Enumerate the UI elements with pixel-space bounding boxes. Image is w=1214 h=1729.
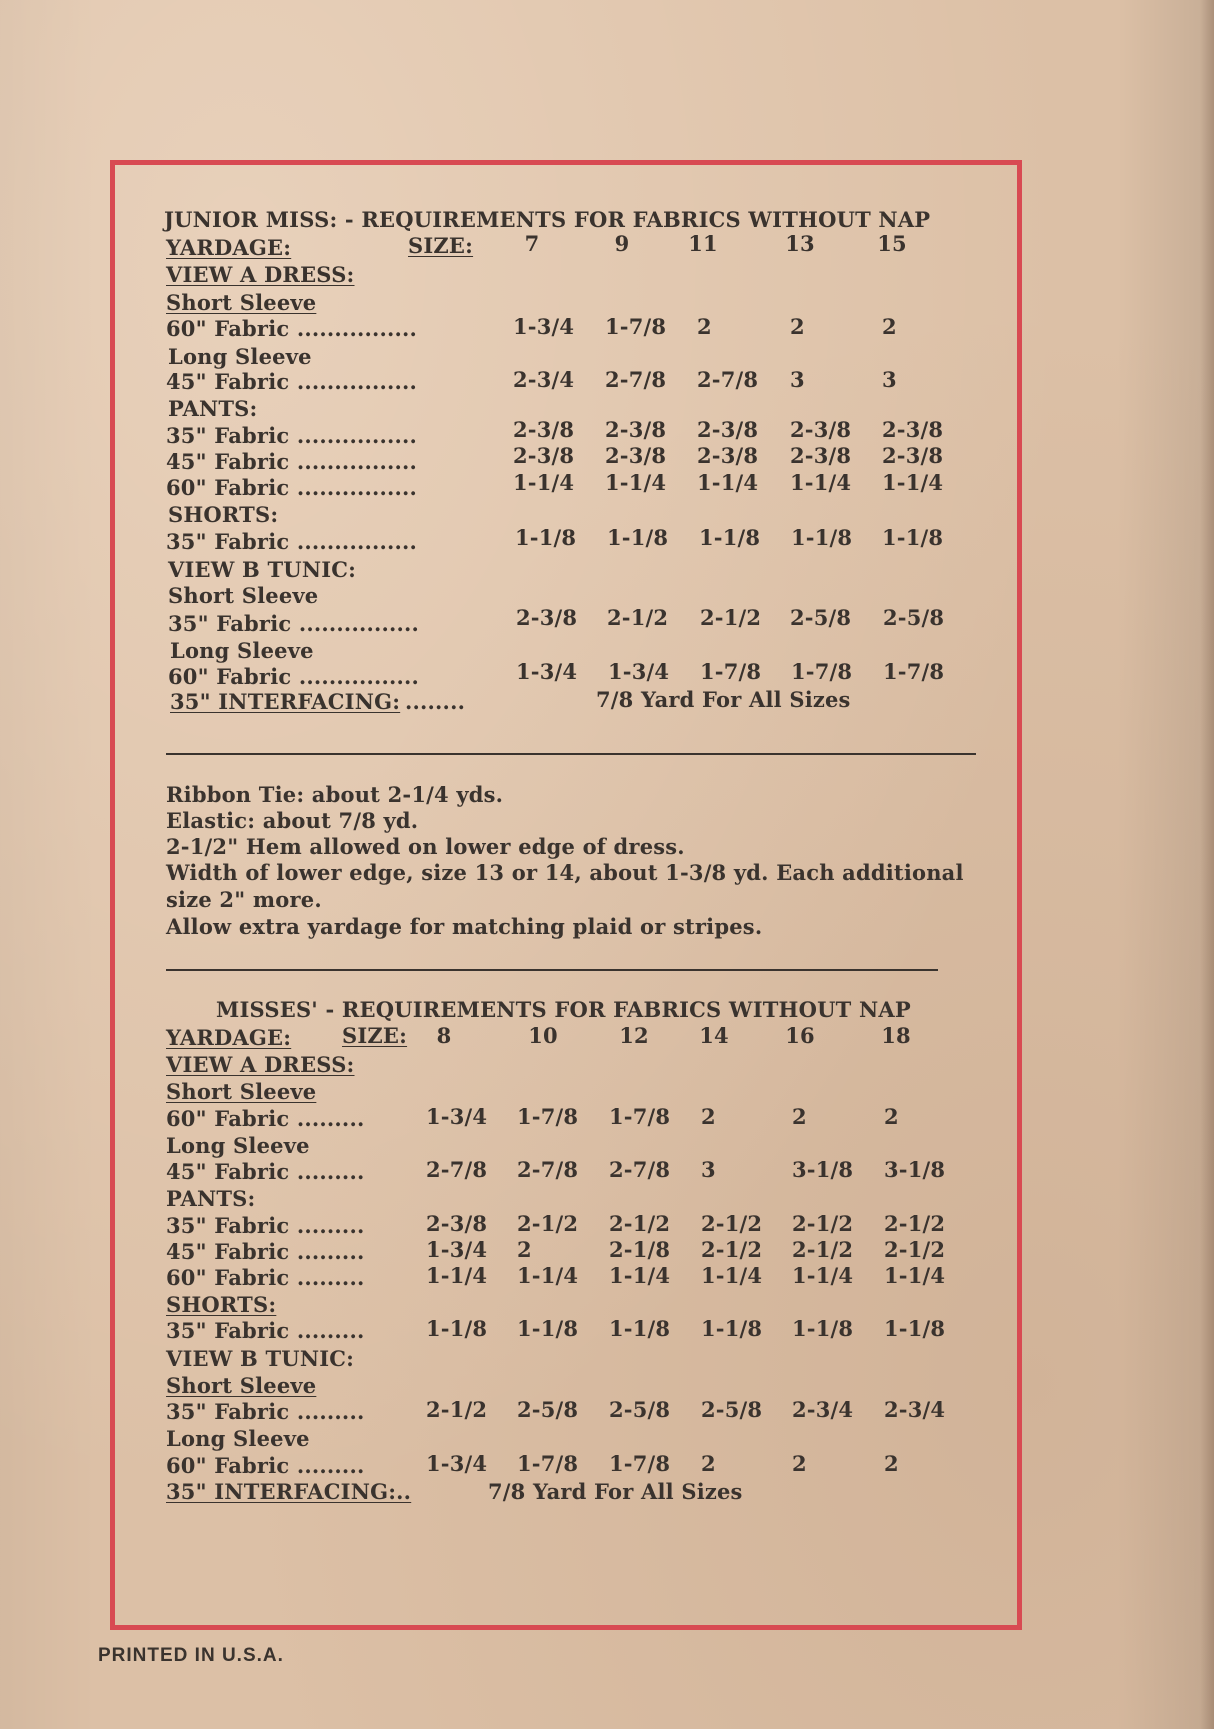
value-cell: 1-3/4 — [426, 1237, 488, 1262]
value-cell: 1-1/4 — [426, 1263, 488, 1288]
value-cell: 1-3/4 — [608, 659, 670, 684]
value-cell: 1-1/4 — [792, 1263, 854, 1288]
misses-short-sleeve-b: Short Sleeve — [166, 1373, 317, 1398]
value-cell: 2-1/8 — [609, 1237, 671, 1262]
row-label: 45" Fabric ................ — [166, 369, 418, 394]
value-cell: 2-1/2 — [884, 1237, 946, 1262]
value-cell: 1-1/8 — [609, 1316, 671, 1341]
value-cell: 2-3/8 — [790, 443, 852, 468]
value-cell: 2 — [697, 314, 712, 339]
junior-interfacing-label: 35" INTERFACING: — [170, 689, 401, 714]
value-cell: 2-1/2 — [792, 1237, 854, 1262]
value-cell: 2-3/8 — [697, 417, 759, 442]
junior-pants: PANTS: — [168, 396, 258, 421]
junior-view-b: VIEW B TUNIC: — [168, 557, 357, 582]
value-cell: 1-1/8 — [515, 525, 577, 550]
value-cell: 1-7/8 — [517, 1104, 579, 1129]
value-cell: 2 — [790, 314, 805, 339]
note-elastic: Elastic: about 7/8 yd. — [166, 808, 419, 833]
value-cell: 2-5/8 — [883, 605, 945, 630]
value-cell: 1-1/8 — [517, 1316, 579, 1341]
junior-yardage-label: YARDAGE: — [166, 235, 292, 260]
value-cell: 2-1/2 — [607, 605, 669, 630]
value-cell: 2-1/2 — [792, 1211, 854, 1236]
paper-edge — [1200, 0, 1214, 1729]
value-cell: 2-3/8 — [882, 443, 944, 468]
value-cell: 2-1/2 — [884, 1211, 946, 1236]
misses-size-14: 14 — [699, 1023, 729, 1048]
note-ribbon: Ribbon Tie: about 2-1/4 yds. — [166, 782, 504, 807]
row-label: 45" Fabric ......... — [166, 1159, 365, 1184]
junior-short-sleeve-b: Short Sleeve — [168, 583, 319, 608]
misses-size-8: 8 — [436, 1023, 452, 1048]
row-label: 35" Fabric ................ — [166, 423, 418, 448]
row-label: 35" Fabric ......... — [166, 1318, 365, 1343]
value-cell: 3 — [701, 1157, 716, 1182]
misses-shorts: SHORTS: — [166, 1292, 277, 1317]
junior-long-sleeve-b: Long Sleeve — [170, 638, 314, 663]
note-width-cont: size 2" more. — [166, 887, 322, 912]
value-cell: 1-7/8 — [517, 1451, 579, 1476]
misses-long-sleeve-b: Long Sleeve — [166, 1426, 310, 1451]
misses-pants: PANTS: — [166, 1186, 256, 1211]
value-cell: 3 — [790, 367, 805, 392]
value-cell: 2-5/8 — [609, 1397, 671, 1422]
junior-long-sleeve: Long Sleeve — [168, 344, 312, 369]
value-cell: 1-1/8 — [699, 525, 761, 550]
value-cell: 3 — [882, 367, 897, 392]
printed-in-usa: PRINTED IN U.S.A. — [98, 1645, 284, 1666]
value-cell: 2-7/8 — [517, 1157, 579, 1182]
value-cell: 1-1/4 — [701, 1263, 763, 1288]
value-cell: 1-7/8 — [883, 659, 945, 684]
value-cell: 2 — [882, 314, 897, 339]
value-cell: 1-7/8 — [605, 314, 667, 339]
junior-size-label: SIZE: — [408, 233, 474, 258]
value-cell: 3-1/8 — [792, 1157, 854, 1182]
value-cell: 2 — [701, 1451, 716, 1476]
misses-view-a: VIEW A DRESS: — [166, 1052, 355, 1077]
row-label: 35" Fabric ................ — [168, 611, 420, 636]
divider-rule — [166, 753, 976, 755]
misses-size-10: 10 — [528, 1023, 558, 1048]
row-label: 35" Fabric ......... — [166, 1213, 365, 1238]
value-cell: 2-5/8 — [790, 605, 852, 630]
value-cell: 3-1/8 — [884, 1157, 946, 1182]
value-cell: 2 — [792, 1104, 807, 1129]
value-cell: 2 — [701, 1104, 716, 1129]
row-label: 60" Fabric ......... — [166, 1265, 365, 1290]
misses-size-12: 12 — [619, 1023, 649, 1048]
junior-size-13: 13 — [785, 231, 815, 256]
junior-interfacing-value: 7/8 Yard For All Sizes — [596, 687, 851, 712]
junior-size-15: 15 — [877, 231, 907, 256]
value-cell: 2-7/8 — [605, 367, 667, 392]
value-cell: 1-1/4 — [605, 470, 667, 495]
value-cell: 2-1/2 — [701, 1211, 763, 1236]
note-hem: 2-1/2" Hem allowed on lower edge of dress. — [166, 834, 685, 859]
junior-title: JUNIOR MISS: - REQUIREMENTS FOR FABRICS WITHOUT NAP — [164, 207, 931, 232]
junior-view-a: VIEW A DRESS: — [166, 262, 355, 287]
value-cell: 1-3/4 — [426, 1451, 488, 1476]
value-cell: 2-3/4 — [513, 367, 575, 392]
value-cell: 1-1/8 — [426, 1316, 488, 1341]
value-cell: 1-7/8 — [609, 1104, 671, 1129]
row-label: 45" Fabric ................ — [166, 449, 418, 474]
misses-interfacing-label: 35" INTERFACING:.. — [166, 1479, 412, 1504]
row-label: 60" Fabric ................ — [168, 664, 420, 689]
value-cell: 2 — [517, 1237, 532, 1262]
value-cell: 1-1/4 — [517, 1263, 579, 1288]
value-cell: 2-7/8 — [697, 367, 759, 392]
misses-long-sleeve: Long Sleeve — [166, 1133, 310, 1158]
value-cell: 2-3/4 — [884, 1397, 946, 1422]
row-label: 60" Fabric ................ — [166, 316, 418, 341]
value-cell: 2-7/8 — [609, 1157, 671, 1182]
value-cell: 2-3/8 — [516, 605, 578, 630]
misses-size-18: 18 — [881, 1023, 911, 1048]
value-cell: 2-3/8 — [790, 417, 852, 442]
value-cell: 2-7/8 — [426, 1157, 488, 1182]
value-cell: 1-1/4 — [609, 1263, 671, 1288]
value-cell: 2-1/2 — [426, 1397, 488, 1422]
row-label: 35" Fabric ................ — [166, 529, 418, 554]
junior-interfacing-dots: ........ — [405, 689, 466, 714]
value-cell: 1-1/8 — [792, 1316, 854, 1341]
value-cell: 2-3/8 — [605, 417, 667, 442]
value-cell: 2-3/8 — [697, 443, 759, 468]
row-label: 45" Fabric ......... — [166, 1239, 365, 1264]
row-label: 60" Fabric ................ — [166, 475, 418, 500]
value-cell: 2 — [792, 1451, 807, 1476]
value-cell: 2 — [884, 1104, 899, 1129]
value-cell: 1-1/8 — [884, 1316, 946, 1341]
value-cell: 1-1/8 — [701, 1316, 763, 1341]
value-cell: 1-3/4 — [426, 1104, 488, 1129]
junior-shorts: SHORTS: — [168, 502, 279, 527]
value-cell: 1-7/8 — [700, 659, 762, 684]
misses-title: MISSES' - REQUIREMENTS FOR FABRICS WITHOUT NAP — [216, 997, 911, 1022]
value-cell: 1-7/8 — [609, 1451, 671, 1476]
value-cell: 1-3/4 — [513, 314, 575, 339]
value-cell: 2-3/8 — [513, 443, 575, 468]
misses-yardage-label: YARDAGE: — [166, 1025, 292, 1050]
junior-size-7: 7 — [524, 231, 540, 256]
value-cell: 1-1/8 — [882, 525, 944, 550]
row-label: 60" Fabric ......... — [166, 1106, 365, 1131]
divider-rule — [166, 969, 938, 971]
value-cell: 1-1/8 — [607, 525, 669, 550]
value-cell: 2-3/4 — [792, 1397, 854, 1422]
value-cell: 2 — [884, 1451, 899, 1476]
misses-view-b: VIEW B TUNIC: — [166, 1346, 355, 1371]
value-cell: 2-1/2 — [517, 1211, 579, 1236]
junior-size-9: 9 — [614, 231, 630, 256]
value-cell: 1-1/4 — [513, 470, 575, 495]
misses-size-label: SIZE: — [342, 1023, 408, 1048]
note-plaid: Allow extra yardage for matching plaid or stripes. — [166, 914, 763, 939]
value-cell: 1-3/4 — [516, 659, 578, 684]
junior-short-sleeve: Short Sleeve — [166, 290, 317, 315]
row-label: 60" Fabric ......... — [166, 1453, 365, 1478]
note-width: Width of lower edge, size 13 or 14, about 1-3/8 yd. Each additional — [166, 860, 964, 885]
value-cell: 1-1/4 — [790, 470, 852, 495]
value-cell: 2-3/8 — [426, 1211, 488, 1236]
value-cell: 1-1/4 — [884, 1263, 946, 1288]
value-cell: 1-1/4 — [697, 470, 759, 495]
value-cell: 2-1/2 — [701, 1237, 763, 1262]
misses-short-sleeve: Short Sleeve — [166, 1079, 317, 1104]
value-cell: 2-1/2 — [609, 1211, 671, 1236]
value-cell: 1-1/8 — [791, 525, 853, 550]
misses-interfacing-value: 7/8 Yard For All Sizes — [488, 1479, 743, 1504]
value-cell: 2-5/8 — [517, 1397, 579, 1422]
row-label: 35" Fabric ......... — [166, 1399, 365, 1424]
value-cell: 2-3/8 — [513, 417, 575, 442]
junior-size-11: 11 — [688, 231, 718, 256]
value-cell: 2-5/8 — [701, 1397, 763, 1422]
misses-size-16: 16 — [785, 1023, 815, 1048]
value-cell: 2-3/8 — [882, 417, 944, 442]
value-cell: 2-1/2 — [700, 605, 762, 630]
value-cell: 2-3/8 — [605, 443, 667, 468]
value-cell: 1-7/8 — [791, 659, 853, 684]
value-cell: 1-1/4 — [882, 470, 944, 495]
